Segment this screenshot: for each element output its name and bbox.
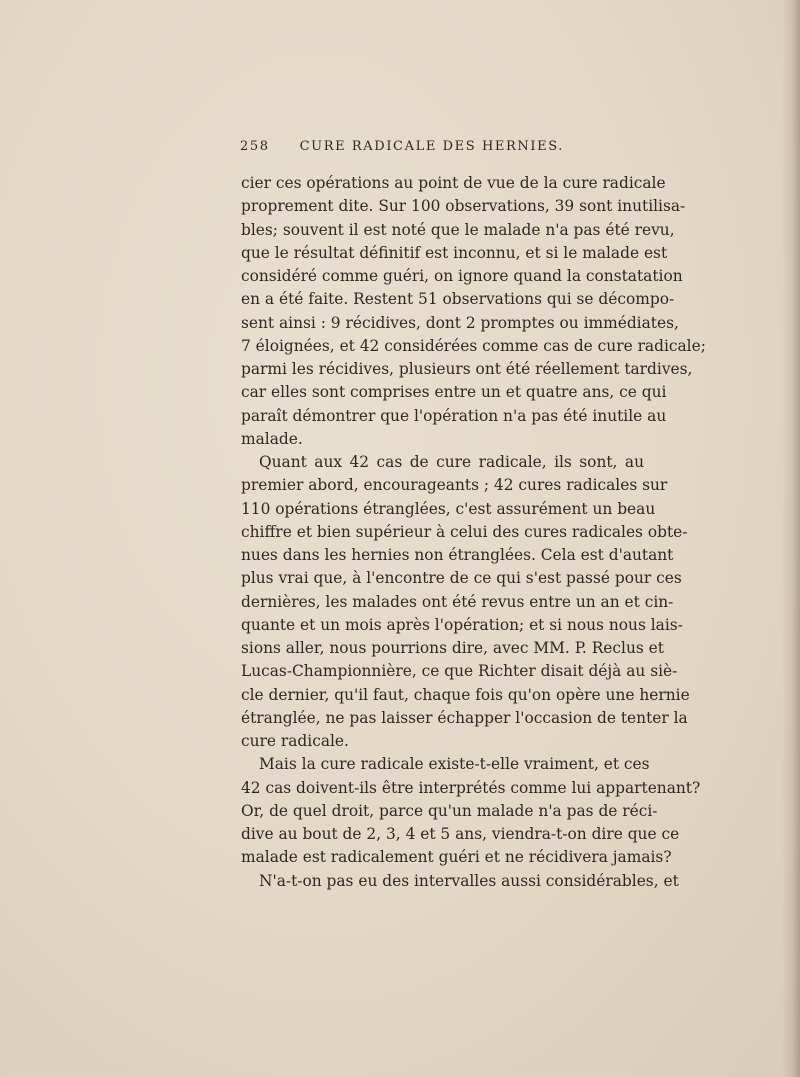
- text-line: N'a-t-on pas eu des intervalles aussi considérables, et: [259, 871, 679, 890]
- text-line: premier abord, encourageants ; 42 cures radicales sur: [241, 476, 668, 495]
- text-line: chiffre et bien supérieur à celui des cures radicales obte-: [241, 522, 688, 541]
- text-line: cle dernier, qu'il faut, chaque fois qu'on opère une hernie: [241, 685, 690, 704]
- page-header: [240, 139, 564, 159]
- body-text: [241, 172, 706, 893]
- text-line: proprement dite. Sur 100 observations, 39 sont inutilisa-: [241, 197, 686, 216]
- text-line: 7 éloignées, et 42 considérées comme cas de cure radicale;: [241, 336, 706, 355]
- running-title: CURE RADICALE DES HERNIES.: [299, 139, 564, 154]
- text-line: cure radicale.: [241, 732, 349, 750]
- text-line: Lucas-Championnière, ce que Richter disait déjà au siè-: [241, 662, 678, 681]
- text-line: quante et un mois après l'opération; et si nous nous lais-: [241, 615, 683, 634]
- text-line: 110 opérations étranglées, c'est assurément un beau: [241, 499, 656, 518]
- text-line: sent ainsi : 9 récidives, dont 2 promptes ou immédiates,: [241, 313, 679, 332]
- text-line: étranglée, ne pas laisser échapper l'occasion de tenter la: [241, 708, 688, 727]
- text-line: sions aller, nous pourrions dire, avec MM. P. Reclus et: [241, 639, 664, 657]
- text-line: bles; souvent il est noté que le malade n'a pas été revu,: [241, 220, 675, 239]
- text-line: que le résultat définitif est inconnu, et si le malade est: [241, 243, 668, 262]
- text-line: dive au bout de 2, 3, 4 et 5 ans, viendra-t-on dire que ce: [241, 825, 680, 843]
- page-edge-shadow: [782, 0, 800, 1077]
- text-line: nues dans les hernies non étranglées. Cela est d'autant: [241, 546, 674, 564]
- text-line: malade est radicalement guéri et ne récidivera jamais?: [241, 848, 672, 867]
- paragraph-start-line: Mais la cure radicale existe-t-elle vraiment, et ces: [259, 755, 650, 774]
- text-line: dernières, les malades ont été revus entre un an et cin-: [241, 592, 674, 611]
- page-number: 258: [240, 139, 270, 154]
- text-line: plus vrai que, à l'encontre de ce qui s'est passé pour ces: [241, 569, 682, 588]
- text-line: cier ces opérations au point de vue de la cure radicale: [241, 174, 666, 192]
- text-line: en a été faite. Restent 51 observations qui se décompo-: [241, 290, 675, 309]
- text-line: malade.: [241, 429, 303, 448]
- paragraph-start-line: Quant aux 42 cas de cure radicale, ils sont, au: [259, 453, 644, 471]
- text-line: parmi les récidives, plusieurs ont été réellement tardives,: [241, 360, 693, 378]
- text-line: Or, de quel droit, parce qu'un malade n'a pas de réci-: [241, 801, 658, 820]
- text-line: car elles sont comprises entre un et quatre ans, ce qui: [241, 383, 667, 402]
- text-line: paraît démontrer que l'opération n'a pas été inutile au: [241, 406, 667, 425]
- text-line: 42 cas doivent-ils être interprétés comme lui appartenant?: [241, 778, 701, 797]
- text-line: considéré comme guéri, on ignore quand la constatation: [241, 267, 683, 285]
